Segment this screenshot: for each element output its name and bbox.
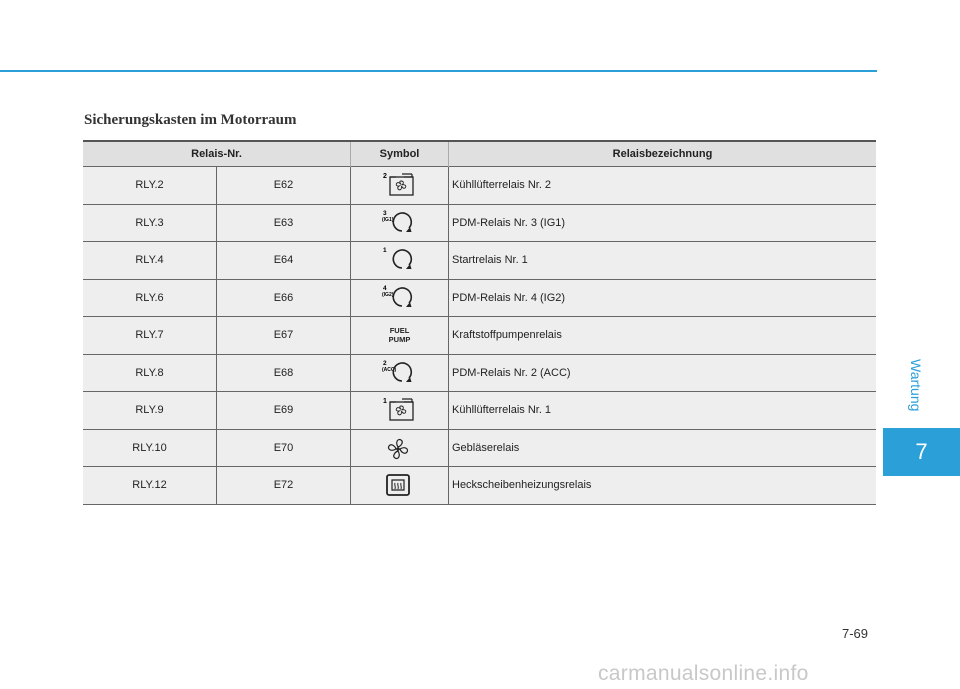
table-row <box>83 467 876 505</box>
relay-arrow-icon <box>381 284 418 304</box>
relay-symbol-cell <box>351 429 449 467</box>
relay-code-cell: E72 <box>217 467 351 505</box>
relay-name-cell: Kraftstoffpumpenrelais <box>449 317 877 355</box>
header-relay-no: Relais-Nr. <box>83 141 351 167</box>
watermark: carmanualsonline.info <box>598 662 809 685</box>
relay-symbol-cell <box>351 204 449 242</box>
relay-name-cell: Kühllüfterrelais Nr. 2 <box>449 167 877 205</box>
section-title: Sicherungskasten im Motorraum <box>84 112 297 128</box>
relay-code-cell: E70 <box>217 429 351 467</box>
symbol-number: 2 <box>382 173 387 181</box>
relay-code-cell: E62 <box>217 167 351 205</box>
symbol-number: 1 <box>382 398 387 406</box>
relay-code-cell: E68 <box>217 354 351 392</box>
relay-name-cell: PDM-Relais Nr. 2 (ACC) <box>449 354 877 392</box>
symbol-line-2: PUMP <box>388 335 411 345</box>
top-rule <box>0 70 877 72</box>
relay-number-cell: RLY.12 <box>83 467 217 505</box>
relay-number-cell: RLY.2 <box>83 167 217 205</box>
symbol-number: 2 <box>382 359 387 367</box>
relay-name-cell: PDM-Relais Nr. 4 (IG2) <box>449 279 877 317</box>
chapter-number-tab: 7 <box>883 428 960 476</box>
relay-name-cell: Heckscheibenheizungsrelais <box>449 467 877 505</box>
relay-code-cell: E69 <box>217 392 351 430</box>
relay-arrow-icon <box>382 247 418 266</box>
table-row <box>83 429 876 467</box>
table-row <box>83 204 876 242</box>
table-row <box>83 279 876 317</box>
table-row <box>83 392 876 430</box>
fan-relay-icon <box>382 398 418 416</box>
relay-symbol-cell <box>351 392 449 430</box>
relay-name-cell: Startrelais Nr. 1 <box>449 242 877 280</box>
table-row <box>83 242 876 280</box>
relay-symbol-cell <box>351 279 449 317</box>
blower-fan-icon <box>382 442 418 454</box>
symbol-sub: (IG1) <box>381 216 393 223</box>
fan-relay-icon <box>382 173 418 191</box>
symbol-line-1: FUEL <box>389 326 410 336</box>
relay-code-cell: E63 <box>217 204 351 242</box>
table-row <box>83 317 876 355</box>
relay-number-cell: RLY.10 <box>83 429 217 467</box>
relay-name-cell: Kühllüfterrelais Nr. 1 <box>449 392 877 430</box>
relay-number-cell: RLY.9 <box>83 392 217 430</box>
relay-symbol-cell <box>351 167 449 205</box>
rear-defrost-icon <box>382 479 418 491</box>
symbol-number: 4 <box>382 284 387 292</box>
relay-arrow-icon <box>381 209 418 229</box>
table-row <box>83 354 876 392</box>
table-row <box>83 167 876 205</box>
symbol-sub: (ACC) <box>381 366 396 373</box>
fuel-pump-symbol <box>352 326 447 344</box>
relay-number-cell: RLY.4 <box>83 242 217 280</box>
table-header-row <box>83 141 876 167</box>
page-number: 7-69 <box>842 626 869 641</box>
relay-number-cell: RLY.7 <box>83 317 217 355</box>
relay-name-cell: PDM-Relais Nr. 3 (IG1) <box>449 204 877 242</box>
header-symbol: Symbol <box>351 141 449 167</box>
relay-code-cell: E66 <box>217 279 351 317</box>
relay-symbol-cell <box>351 354 449 392</box>
relay-symbol-cell <box>351 242 449 280</box>
relay-table <box>83 140 876 505</box>
symbol-number: 3 <box>382 209 387 217</box>
relay-name-cell: Gebläserelais <box>449 429 877 467</box>
header-relay-name: Relaisbezeichnung <box>449 141 877 167</box>
relay-symbol-cell <box>351 317 449 355</box>
relay-number-cell: RLY.3 <box>83 204 217 242</box>
chapter-tab-label: Wartung <box>908 358 924 412</box>
relay-number-cell: RLY.6 <box>83 279 217 317</box>
relay-code-cell: E64 <box>217 242 351 280</box>
relay-code-cell: E67 <box>217 317 351 355</box>
relay-symbol-cell <box>351 467 449 505</box>
symbol-sub: (IG2) <box>381 291 393 298</box>
relay-arrow-icon <box>381 359 418 379</box>
symbol-number: 1 <box>382 247 387 255</box>
relay-number-cell: RLY.8 <box>83 354 217 392</box>
